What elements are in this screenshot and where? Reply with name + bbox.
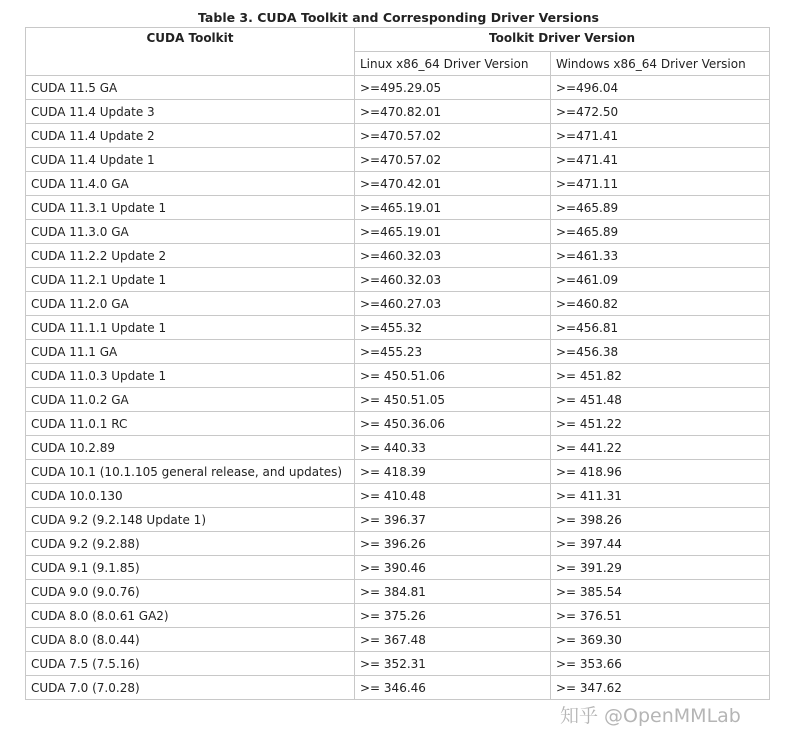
table-row <box>26 244 770 268</box>
cell-linux-driver: >= 346.46 <box>355 676 551 700</box>
cell-toolkit: CUDA 9.2 (9.2.148 Update 1) <box>26 508 355 532</box>
cell-windows-driver: >= 411.31 <box>551 484 770 508</box>
cell-toolkit: CUDA 10.0.130 <box>26 484 355 508</box>
table-row <box>26 628 770 652</box>
cell-toolkit: CUDA 7.5 (7.5.16) <box>26 652 355 676</box>
cell-toolkit: CUDA 8.0 (8.0.44) <box>26 628 355 652</box>
table-row <box>26 460 770 484</box>
cuda-driver-table <box>25 27 770 700</box>
cell-linux-driver: >=460.32.03 <box>355 268 551 292</box>
cell-windows-driver: >= 451.22 <box>551 412 770 436</box>
cell-windows-driver: >=465.89 <box>551 196 770 220</box>
cell-windows-driver: >= 418.96 <box>551 460 770 484</box>
header-cuda-toolkit: CUDA Toolkit <box>26 28 355 76</box>
cell-linux-driver: >= 396.37 <box>355 508 551 532</box>
cell-linux-driver: >=495.29.05 <box>355 76 551 100</box>
table-row <box>26 652 770 676</box>
table-row <box>26 220 770 244</box>
table-row <box>26 388 770 412</box>
table-row <box>26 532 770 556</box>
cell-windows-driver: >=472.50 <box>551 100 770 124</box>
cell-toolkit: CUDA 11.4.0 GA <box>26 172 355 196</box>
cell-windows-driver: >=465.89 <box>551 220 770 244</box>
cell-windows-driver: >= 347.62 <box>551 676 770 700</box>
cell-windows-driver: >=461.33 <box>551 244 770 268</box>
table-row <box>26 196 770 220</box>
cell-windows-driver: >= 398.26 <box>551 508 770 532</box>
header-driver-version: Toolkit Driver Version <box>355 28 770 52</box>
cell-windows-driver: >= 385.54 <box>551 580 770 604</box>
cell-windows-driver: >= 353.66 <box>551 652 770 676</box>
cell-windows-driver: >= 451.82 <box>551 364 770 388</box>
cell-toolkit: CUDA 11.1 GA <box>26 340 355 364</box>
cell-linux-driver: >=470.57.02 <box>355 148 551 172</box>
table-row <box>26 148 770 172</box>
table-row <box>26 676 770 700</box>
table-row <box>26 268 770 292</box>
table-row <box>26 172 770 196</box>
table-row <box>26 508 770 532</box>
cell-linux-driver: >= 450.36.06 <box>355 412 551 436</box>
table-row <box>26 604 770 628</box>
cell-toolkit: CUDA 9.1 (9.1.85) <box>26 556 355 580</box>
cell-linux-driver: >=470.42.01 <box>355 172 551 196</box>
cell-linux-driver: >= 375.26 <box>355 604 551 628</box>
table-row <box>26 340 770 364</box>
cell-windows-driver: >=471.41 <box>551 124 770 148</box>
cell-toolkit: CUDA 11.4 Update 2 <box>26 124 355 148</box>
table-row <box>26 580 770 604</box>
cell-linux-driver: >= 390.46 <box>355 556 551 580</box>
cell-linux-driver: >= 410.48 <box>355 484 551 508</box>
cell-toolkit: CUDA 11.3.0 GA <box>26 220 355 244</box>
cell-windows-driver: >= 451.48 <box>551 388 770 412</box>
cell-toolkit: CUDA 7.0 (7.0.28) <box>26 676 355 700</box>
table-row <box>26 412 770 436</box>
cell-toolkit: CUDA 11.2.2 Update 2 <box>26 244 355 268</box>
table-row <box>26 364 770 388</box>
cell-linux-driver: >=465.19.01 <box>355 220 551 244</box>
cell-linux-driver: >=460.27.03 <box>355 292 551 316</box>
cell-linux-driver: >=460.32.03 <box>355 244 551 268</box>
cell-linux-driver: >= 450.51.05 <box>355 388 551 412</box>
cell-toolkit: CUDA 11.4 Update 1 <box>26 148 355 172</box>
cell-windows-driver: >=456.81 <box>551 316 770 340</box>
cell-linux-driver: >=455.32 <box>355 316 551 340</box>
cell-toolkit: CUDA 11.0.1 RC <box>26 412 355 436</box>
cell-windows-driver: >= 369.30 <box>551 628 770 652</box>
cell-toolkit: CUDA 11.2.0 GA <box>26 292 355 316</box>
cell-linux-driver: >= 440.33 <box>355 436 551 460</box>
cell-toolkit: CUDA 10.1 (10.1.105 general release, and updates) <box>26 460 355 484</box>
cell-windows-driver: >=456.38 <box>551 340 770 364</box>
cell-linux-driver: >=465.19.01 <box>355 196 551 220</box>
cell-toolkit: CUDA 11.2.1 Update 1 <box>26 268 355 292</box>
cell-linux-driver: >=455.23 <box>355 340 551 364</box>
cell-linux-driver: >= 352.31 <box>355 652 551 676</box>
cell-linux-driver: >= 418.39 <box>355 460 551 484</box>
table-row <box>26 556 770 580</box>
cell-toolkit: CUDA 11.4 Update 3 <box>26 100 355 124</box>
cell-linux-driver: >= 367.48 <box>355 628 551 652</box>
cell-toolkit: CUDA 11.1.1 Update 1 <box>26 316 355 340</box>
table-caption: Table 3. CUDA Toolkit and Corresponding Driver Versions <box>198 10 599 25</box>
cell-toolkit: CUDA 11.0.3 Update 1 <box>26 364 355 388</box>
cell-toolkit: CUDA 9.0 (9.0.76) <box>26 580 355 604</box>
cell-windows-driver: >= 397.44 <box>551 532 770 556</box>
cell-toolkit: CUDA 9.2 (9.2.88) <box>26 532 355 556</box>
cell-windows-driver: >=471.11 <box>551 172 770 196</box>
cell-linux-driver: >= 396.26 <box>355 532 551 556</box>
cell-linux-driver: >= 450.51.06 <box>355 364 551 388</box>
table-row <box>26 100 770 124</box>
table-row <box>26 316 770 340</box>
cell-linux-driver: >=470.82.01 <box>355 100 551 124</box>
cell-windows-driver: >=496.04 <box>551 76 770 100</box>
cell-toolkit: CUDA 11.0.2 GA <box>26 388 355 412</box>
table-body <box>26 76 770 700</box>
cell-windows-driver: >= 391.29 <box>551 556 770 580</box>
cell-toolkit: CUDA 11.5 GA <box>26 76 355 100</box>
cell-windows-driver: >=471.41 <box>551 148 770 172</box>
watermark: 知乎 @OpenMMLab <box>560 705 741 727</box>
table-row <box>26 484 770 508</box>
table-row <box>26 76 770 100</box>
cell-windows-driver: >=460.82 <box>551 292 770 316</box>
table-row <box>26 292 770 316</box>
cell-windows-driver: >=461.09 <box>551 268 770 292</box>
table-row <box>26 124 770 148</box>
cell-windows-driver: >= 441.22 <box>551 436 770 460</box>
table-row <box>26 436 770 460</box>
cell-toolkit: CUDA 10.2.89 <box>26 436 355 460</box>
header-linux-driver: Linux x86_64 Driver Version <box>355 52 551 76</box>
header-windows-driver: Windows x86_64 Driver Version <box>551 52 770 76</box>
cell-toolkit: CUDA 11.3.1 Update 1 <box>26 196 355 220</box>
cell-windows-driver: >= 376.51 <box>551 604 770 628</box>
cell-linux-driver: >=470.57.02 <box>355 124 551 148</box>
cell-linux-driver: >= 384.81 <box>355 580 551 604</box>
cell-toolkit: CUDA 8.0 (8.0.61 GA2) <box>26 604 355 628</box>
